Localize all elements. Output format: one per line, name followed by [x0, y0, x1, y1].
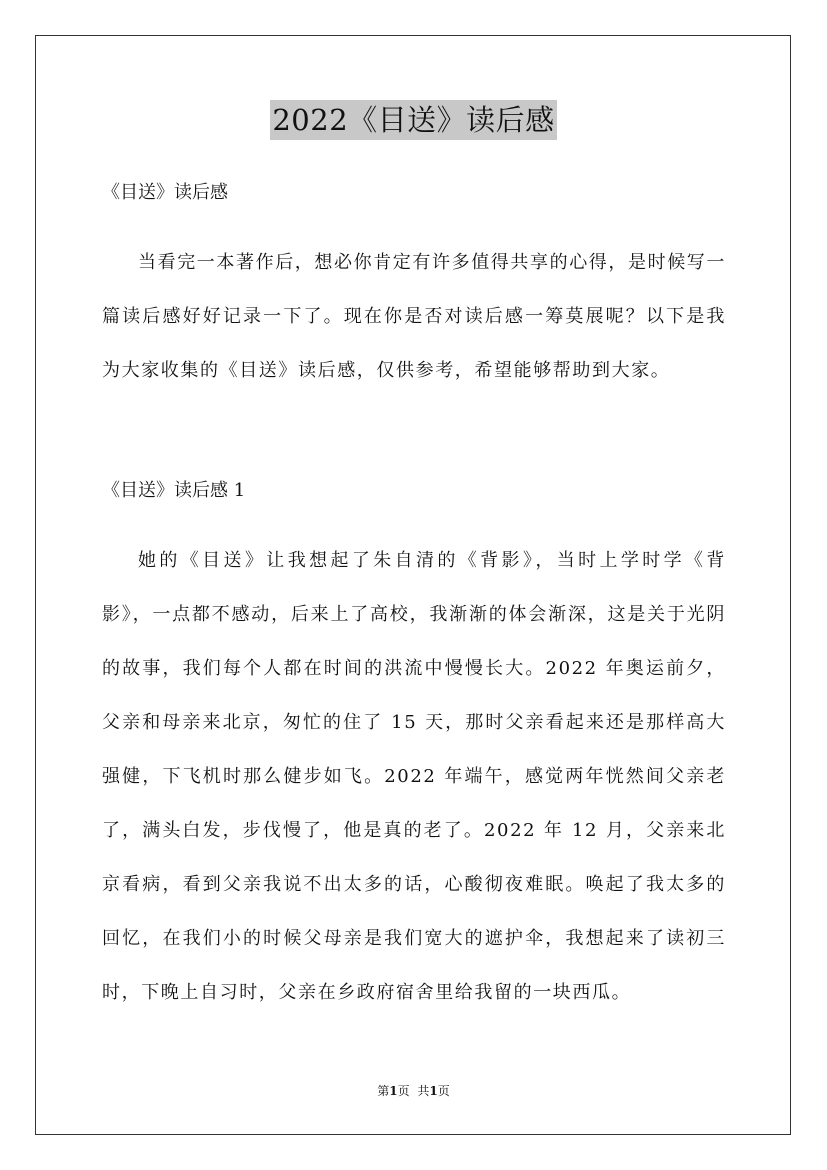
document-subtitle: 《目送》读后感	[102, 182, 228, 203]
total-suffix: 页	[437, 1084, 450, 1098]
section-heading: 《目送》读后感 1	[102, 480, 246, 501]
page-suffix: 页	[397, 1084, 410, 1098]
total-prefix: 共	[417, 1084, 430, 1098]
document-body	[102, 176, 726, 1020]
spacer	[102, 210, 726, 236]
spacer	[102, 398, 726, 474]
section-paragraph: 她的《目送》让我想起了朱自清的《背影》，当时上学时学《背影》，一点都不感动，后来上了高校，我渐渐的体会渐深，这是关于光阴的故事，我们每个人都在时间的洪流中慢慢长大。2022 年奥运前夕，父亲和母亲来北京，匆忙的住了 15 天，那时父亲看起来还是那样高大强健，下飞机时那么健步如飞。2022 年端午，感觉两年恍然间父亲老了，满头白发，步伐慢了，他是真的老了。2022 年 12 月，父亲来北京看病，看到父亲我说不出太多的话，心酸彻夜难眠。唤起了我太多的回忆，在我们小的时候父母亲是我们宽大的遮护伞，我想起来了读初三时，下晚上自习时，父亲在乡政府宿舍里给我留的一块西瓜。	[102, 550, 726, 1003]
document-title: 2022《目送》读后感	[270, 100, 556, 140]
title-container	[0, 100, 827, 140]
total-pages: 1	[429, 1084, 438, 1098]
page-prefix: 第	[377, 1084, 390, 1098]
spacer	[102, 508, 726, 534]
page-number: 1	[389, 1084, 398, 1098]
intro-paragraph: 当看完一本著作后，想必你肯定有许多值得共享的心得，是时候写一篇读后感好好记录一下了。现在你是否对读后感一筹莫展呢？以下是我为大家收集的《目送》读后感，仅供参考，希望能够帮助到大家。	[102, 252, 726, 381]
page-footer	[0, 1082, 827, 1099]
